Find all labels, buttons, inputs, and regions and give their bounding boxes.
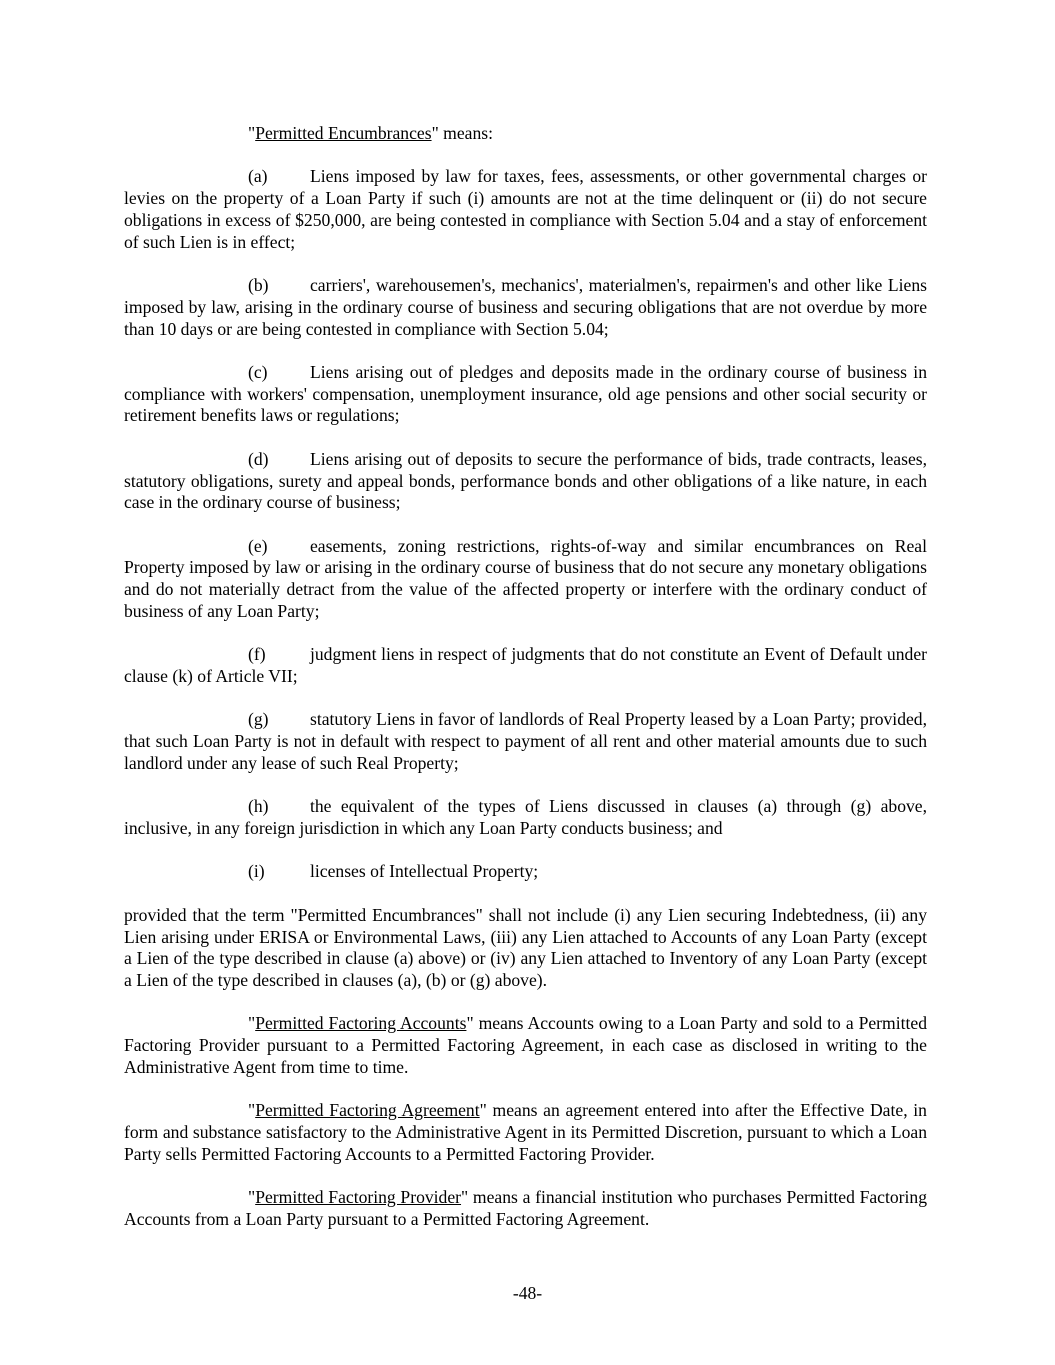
clause-i: [124, 861, 927, 883]
clause-f: [124, 644, 927, 688]
definition-permitted-factoring-accounts: "Permitted Factoring Accounts" means Accounts owing to a Loan Party and sold to a Permitted Factoring Provider pursuant to a Permitted Factoring Agreement, in each case as disclosed in writing to the Administrative Agent from time to time.: [124, 1013, 927, 1077]
defined-term: Permitted Factoring Agreement: [255, 1100, 480, 1121]
clause-h: [124, 796, 927, 840]
page-number: -48-: [512, 1283, 543, 1303]
clause-text: carriers', warehousemen's, mechanics', materialmen's, repairmen's and other like Liens imposed by law, arising in the ordinary course of business and securing obligations that are not overdue by more than 10 days or are being contested in compliance with Section 5.04;: [124, 274, 927, 339]
definition-permitted-factoring-provider: "Permitted Factoring Provider" means a financial institution who purchases Permitted Factoring Accounts from a Loan Party pursuant to a Permitted Factoring Agreement.: [124, 1187, 927, 1229]
clause-text: judgment liens in respect of judgments that do not constitute an Event of Default under clause (k) of Article VII;: [124, 644, 927, 687]
definition-permitted-encumbrances: "Permitted Encumbrances" means:: [248, 123, 493, 143]
clause-text: Liens imposed by law for taxes, fees, assessments, or other governmental charges or levies on the property of a Loan Party if such (i) amounts are not at the time delinquent or (ii) do not secure obligations in excess of $250,000, are being contested in compliance with Section 5.04 and a stay of enforcement of such Lien is in effect;: [124, 166, 927, 252]
clause-label: (f): [248, 644, 266, 665]
defined-term: Permitted Encumbrances: [255, 123, 432, 143]
clause-text: statutory Liens in favor of landlords of Real Property leased by a Loan Party; provided, that such Loan Party is not in default with respect to payment of all rent and other material amounts due to such landlord under any lease of such Real Property;: [124, 709, 927, 774]
definition-text: means an agreement entered into after the Effective Date, in form and substance satisfactory to the Administrative Agent in its Permitted Discretion, pursuant to which a Loan Party sells Permitted Factoring Accounts to a Permitted Factoring Provider.: [124, 1100, 927, 1164]
clause-g: [124, 709, 927, 774]
clause-label: (i): [248, 861, 265, 882]
clause-label: (g): [248, 709, 269, 730]
clause-text: licenses of Intellectual Property;: [310, 861, 539, 882]
definition-permitted-factoring-agreement: "Permitted Factoring Agreement" means an agreement entered into after the Effective Date, in form and substance satisfactory to the Administrative Agent in its Permitted Discretion, pursuant to which a Loan Party sells Permitted Factoring Accounts to a Permitted Factoring Provider.: [124, 1100, 927, 1164]
clause-label: (c): [248, 361, 268, 382]
clause-text: easements, zoning restrictions, rights-of-way and similar encumbrances on Real Property imposed by law or arising in the ordinary course of business that do not secure any monetary obligations and do not materially detract from the value of the affected property or interfere with the ordinary conduct of business of any Loan Party;: [124, 535, 927, 622]
clause-label: (d): [248, 448, 269, 469]
clause-a: [124, 166, 927, 253]
definition-text: means:: [438, 123, 493, 143]
clause-c: [124, 362, 927, 427]
clause-d: [124, 449, 927, 514]
clause-label: (a): [248, 166, 268, 187]
clause-text: the equivalent of the types of Liens discussed in clauses (a) through (g) above, inclusive, in any foreign jurisdiction in which any Loan Party conducts business; and: [124, 796, 927, 839]
clause-e: [124, 536, 927, 623]
definition-text: means Accounts owing to a Loan Party and sold to a Permitted Factoring Provider pursuant to a Permitted Factoring Agreement, in each case as disclosed in writing to the Administrative Agent from time to time.: [124, 1013, 927, 1077]
document-page: [124, 123, 927, 1231]
defined-term: Permitted Factoring Provider: [255, 1187, 462, 1208]
definition-text: means a financial institution who purchases Permitted Factoring Accounts from a Loan Party pursuant to a Permitted Factoring Agreement.: [124, 1187, 927, 1229]
defined-term: Permitted Factoring Accounts: [255, 1013, 467, 1034]
clause-label: (h): [248, 796, 269, 817]
clause-text: Liens arising out of deposits to secure the performance of bids, trade contracts, leases, statutory obligations, surety and appeal bonds, performance bonds and other obligations of a like nature, in each case in the ordinary course of business;: [124, 448, 927, 513]
proviso-paragraph: provided that the term "Permitted Encumbrances" shall not include (i) any Lien securing Indebtedness, (ii) any Lien arising under ERISA or Environmental Laws, (iii) any Lien attached to Accounts of any Loan Party (except a Lien of the type described in clause (a) above) or (iv) any Lien attached to Inventory of any Loan Party (except a Lien of the type described in clauses (a), (b) or (g) above).: [124, 904, 927, 991]
clause-text: Liens arising out of pledges and deposits made in the ordinary course of business in compliance with workers' compensation, unemployment insurance, old age pensions and other social security or retirement benefits laws or regulations;: [124, 361, 927, 426]
clause-label: (b): [248, 274, 269, 295]
clause-b: [124, 275, 927, 340]
clause-label: (e): [248, 535, 268, 556]
